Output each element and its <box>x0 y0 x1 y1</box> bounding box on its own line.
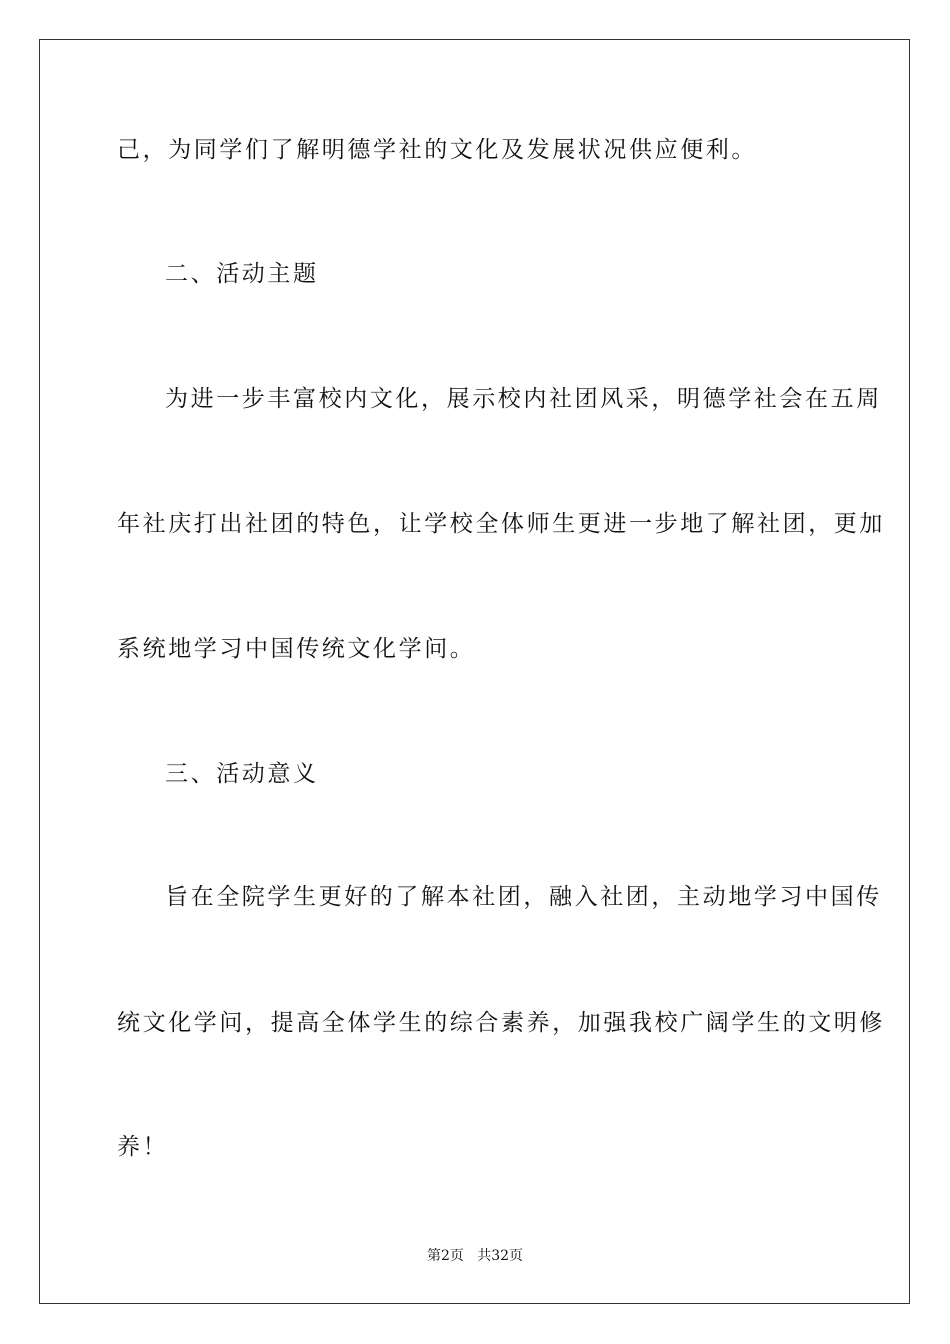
body-line-1: 己，为同学们了解明德学社的文化及发展状况供应便利。 <box>117 137 757 163</box>
body-line-7: 旨在全院学生更好的了解本社团，融入社团，主动地学习中国传 <box>165 884 882 910</box>
section-heading-significance: 三、活动意义 <box>165 761 319 787</box>
section-heading-theme: 二、活动主题 <box>165 261 319 287</box>
page-number: 第2页 共32页 <box>426 1248 524 1264</box>
body-line-8: 统文化学问，提高全体学生的综合素养，加强我校广阔学生的文明修 <box>117 1010 885 1036</box>
body-line-9: 养！ <box>117 1134 169 1160</box>
page-frame <box>39 39 910 1304</box>
body-line-4: 年社庆打出社团的特色，让学校全体师生更进一步地了解社团，更加 <box>117 511 885 537</box>
body-line-5: 系统地学习中国传统文化学问。 <box>117 636 476 662</box>
body-line-3: 为进一步丰富校内文化，展示校内社团风采，明德学社会在五周 <box>165 386 882 412</box>
